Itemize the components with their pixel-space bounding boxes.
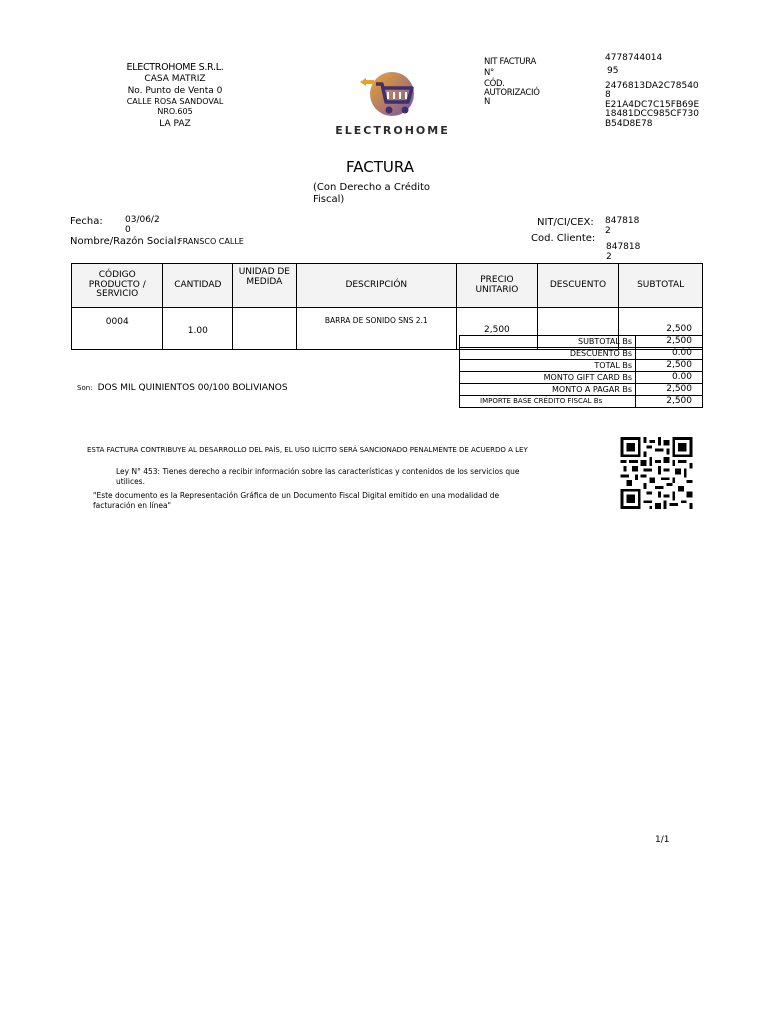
totals-value: 0.00 [636, 348, 703, 360]
totals-label: DESCUENTO Bs [460, 348, 636, 360]
totals-row [460, 372, 703, 384]
client-code-line2: 2 [606, 252, 612, 263]
customer-name-label: Nombre/Razón Social: [70, 236, 180, 247]
qr-code-icon [619, 437, 694, 509]
totals-label: MONTO A PAGAR Bs [460, 384, 636, 396]
auth-label-line1: CÓD. [484, 79, 505, 89]
date-value [125, 215, 160, 236]
totals-row [460, 336, 703, 348]
client-code-line1: 847818 [606, 242, 641, 252]
auth-code-line: B54D8E78 [605, 118, 653, 129]
header-code [72, 264, 163, 308]
cell-unit [233, 308, 296, 350]
date-label: Fecha: [70, 216, 103, 227]
cell-subtotal: 2,500 [619, 308, 703, 350]
legend-law: ESTA FACTURA CONTRIBUYE AL DESARROLLO DEL PAÍS, EL USO ILÍCITO SERÁ SANCIONADO PENALMENTE DE ACUERDO A LEY [87, 446, 528, 454]
header-line: DESCUENTO [549, 279, 607, 290]
totals-label: SUBTOTAL Bs [460, 336, 636, 348]
header-line: UNITARIO [475, 284, 519, 295]
date-line1: 03/06/2 [125, 215, 160, 225]
auth-code-label [484, 80, 540, 107]
auth-code-line: 2476813DA2C78540 [605, 81, 699, 91]
header-line: CÓDIGO [98, 269, 136, 280]
company-logo [330, 68, 455, 140]
legend-digital-document [93, 491, 573, 511]
header-qty [163, 264, 233, 308]
logo-wordmark: ELECTROHOME [335, 124, 450, 137]
nit-factura-label: NIT FACTURA [484, 57, 536, 67]
auth-label-line3: N [484, 96, 491, 107]
totals-value: 0.00 [636, 372, 703, 384]
header-line: DESCRIPCIÓN [345, 279, 408, 290]
auth-code-line: 8 [605, 90, 611, 101]
auth-code-line: 18481DCC985CF730 [605, 109, 699, 120]
header-discount [537, 264, 619, 308]
header-line: CANTIDAD [174, 279, 222, 290]
totals-table [459, 335, 703, 408]
header-line: SUBTOTAL [637, 279, 685, 290]
date-line2: 0 [125, 225, 131, 236]
point-of-sale: No. Punto de Venta 0 [127, 86, 223, 97]
totals-row [460, 396, 703, 408]
address-line2: NRO.605 [157, 106, 193, 116]
nit-factura-value: 4778744014 [605, 53, 663, 63]
header-line: PRODUCTO / [88, 279, 146, 290]
legend2-line2: utilices. [116, 476, 145, 486]
header-unit [233, 264, 296, 308]
totals-row [460, 384, 703, 396]
nit-ci-line2: 2 [605, 226, 611, 237]
subtitle-line2: Fiscal) [313, 194, 345, 205]
auth-label-line2: AUTORIZACIÓ [484, 87, 540, 98]
company-city: LA PAZ [159, 118, 191, 129]
invoice-title: FACTURA [346, 158, 414, 176]
subtitle-line1: (Con Derecho a Crédito [313, 182, 431, 193]
amount-words-label: Son: [77, 384, 93, 392]
totals-label: TOTAL Bs [460, 360, 636, 372]
company-name: ELECTROHOME S.R.L. [126, 62, 224, 73]
address-line1: CALLE ROSA SANDOVAL [126, 96, 224, 106]
legend3-line1: "Este documento es la Representación Gráfica de un Documento Fiscal Digital emitido en una modalidad de [93, 491, 500, 500]
company-branch: CASA MATRIZ [144, 74, 206, 85]
cell-code: 0004 [72, 308, 163, 350]
totals-value: 2,500 [636, 360, 703, 372]
nit-ci-value [605, 216, 639, 237]
auth-code-line: E21A4DC7C15FB69E [605, 99, 700, 110]
cart-logo-icon [330, 68, 455, 124]
totals-value: 2,500 [636, 384, 703, 396]
nit-ci-label: NIT/CI/CEX: [537, 217, 594, 228]
cell-unit-price: 2,500 [457, 308, 538, 350]
totals-label: IMPORTE BASE CRÉDITO FISCAL Bs [460, 396, 636, 408]
totals-value: 2,500 [636, 396, 703, 408]
client-code-label: Cod. Cliente: [531, 233, 596, 244]
cell-description: BARRA DE SONIDO SNS 2.1 [296, 308, 457, 350]
invoice-number-label: N° [484, 68, 495, 78]
legend-ley-453 [116, 467, 576, 487]
invoice-subtitle [313, 182, 430, 206]
customer-name-value: FRANSCO CALLE [178, 237, 244, 246]
totals-value: 2,500 [636, 336, 703, 348]
totals-row [460, 348, 703, 360]
header-line: MEDIDA [246, 276, 283, 287]
header-unit-price [457, 264, 538, 308]
items-header-row [72, 264, 703, 308]
header-line: PRECIO [480, 274, 514, 285]
header-description [296, 264, 457, 308]
invoice-number-value: 95 [607, 66, 619, 76]
totals-label: MONTO GIFT CARD Bs [460, 372, 636, 384]
legend2-line1: Ley N° 453: Tienes derecho a recibir información sobre las características y contenidos de los servicios que [116, 467, 520, 476]
client-code-value [606, 242, 640, 263]
header-subtotal [619, 264, 703, 308]
header-line: UNIDAD DE [238, 267, 290, 277]
totals-row [460, 360, 703, 372]
page-number: 1/1 [655, 835, 670, 845]
header-line: SERVICIO [96, 289, 139, 300]
company-info [110, 62, 240, 131]
nit-ci-line1: 847818 [605, 216, 640, 226]
legend3-line2: facturación en línea" [93, 500, 171, 510]
auth-code-value [605, 82, 699, 129]
cell-qty: 1.00 [163, 308, 233, 350]
amount-words-value: DOS MIL QUINIENTOS 00/100 BOLIVIANOS [97, 383, 288, 393]
amount-in-words [77, 375, 288, 394]
